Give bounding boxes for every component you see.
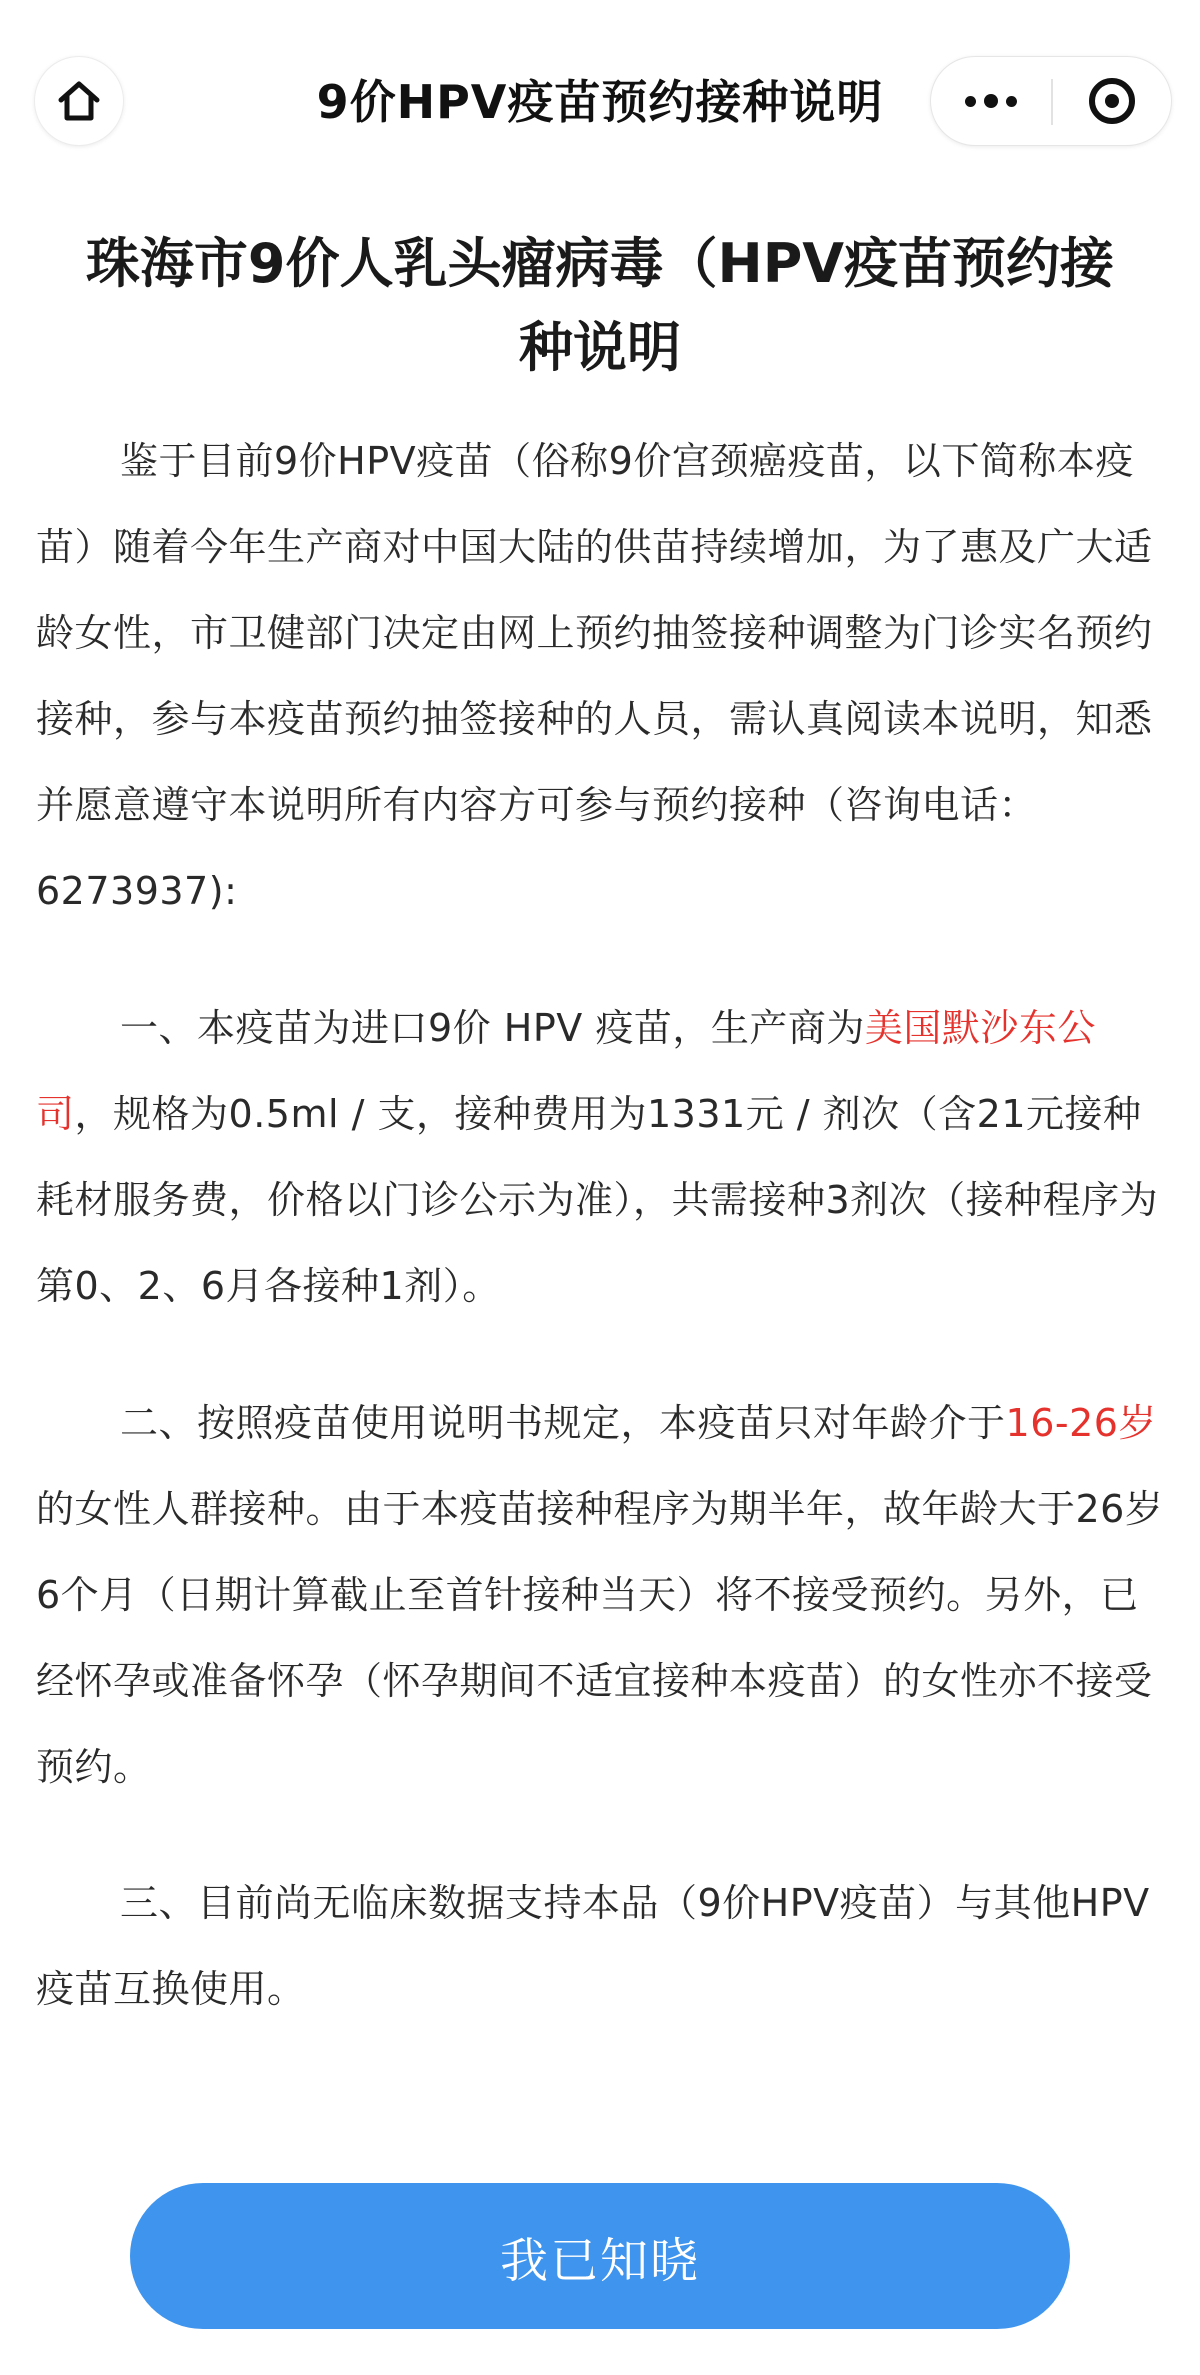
item-three-paragraph: 三、目前尚无临床数据支持本品（9价HPV疫苗）与其他HPV疫苗互换使用。: [36, 1881, 1150, 2011]
acknowledge-button[interactable]: 我已知晓: [130, 2183, 1070, 2329]
age-range-highlight: 16-26岁: [1005, 1401, 1157, 1445]
miniprogram-close-icon: [1089, 78, 1135, 124]
navigation-bar: [0, 0, 1200, 190]
item-two-text: 二、按照疫苗使用说明书规定，本疫苗只对年龄介于: [120, 1401, 1006, 1445]
item-two-paragraph: [36, 1380, 1164, 1810]
more-button[interactable]: [931, 57, 1051, 145]
item-one-text: 一、本疫苗为进口9价 HPV 疫苗，生产商为: [120, 1006, 865, 1050]
article-title: 珠海市9价人乳头瘤病毒（HPV疫苗预约接种说明: [85, 232, 1115, 379]
item-one-paragraph: [36, 985, 1164, 1329]
more-dots-icon: [961, 94, 1021, 108]
home-button[interactable]: [34, 56, 124, 146]
home-icon: [57, 80, 101, 122]
miniprogram-capsule: [930, 56, 1172, 146]
item-two-text-rest: 的女性人群接种。由于本疫苗接种程序为期半年，故年龄大于26岁6个月（日期计算截止至首针接种当天）将不接受预约。另外，已经怀孕或准备怀孕（怀孕期间不适宜接种本疫苗）的女性亦不接受预约。: [36, 1487, 1164, 1789]
intro-paragraph: 鉴于目前9价HPV疫苗（俗称9价宫颈癌疫苗，以下简称本疫苗）随着今年生产商对中国大陆的供苗持续增加，为了惠及广大适龄女性，市卫健部门决定由网上预约抽签接种调整为门诊实名预约接种，参与本疫苗预约抽签接种的人员，需认真阅读本说明，知悉并愿意遵守本说明所有内容方可参与预约接种（咨询电话：6273937):: [36, 439, 1153, 913]
page-title: 9价HPV疫苗预约接种说明: [316, 75, 884, 129]
item-one-text-rest: ，规格为0.5ml / 支，接种费用为1331元 / 剂次（含21元接种耗材服务费，价格以门诊公示为准），共需接种3剂次（接种程序为第0、2、6月各接种1剂）。: [36, 1092, 1159, 1308]
close-button[interactable]: [1053, 57, 1171, 145]
manufacturer-highlight: 美国默沙东公司: [36, 1006, 1096, 1136]
